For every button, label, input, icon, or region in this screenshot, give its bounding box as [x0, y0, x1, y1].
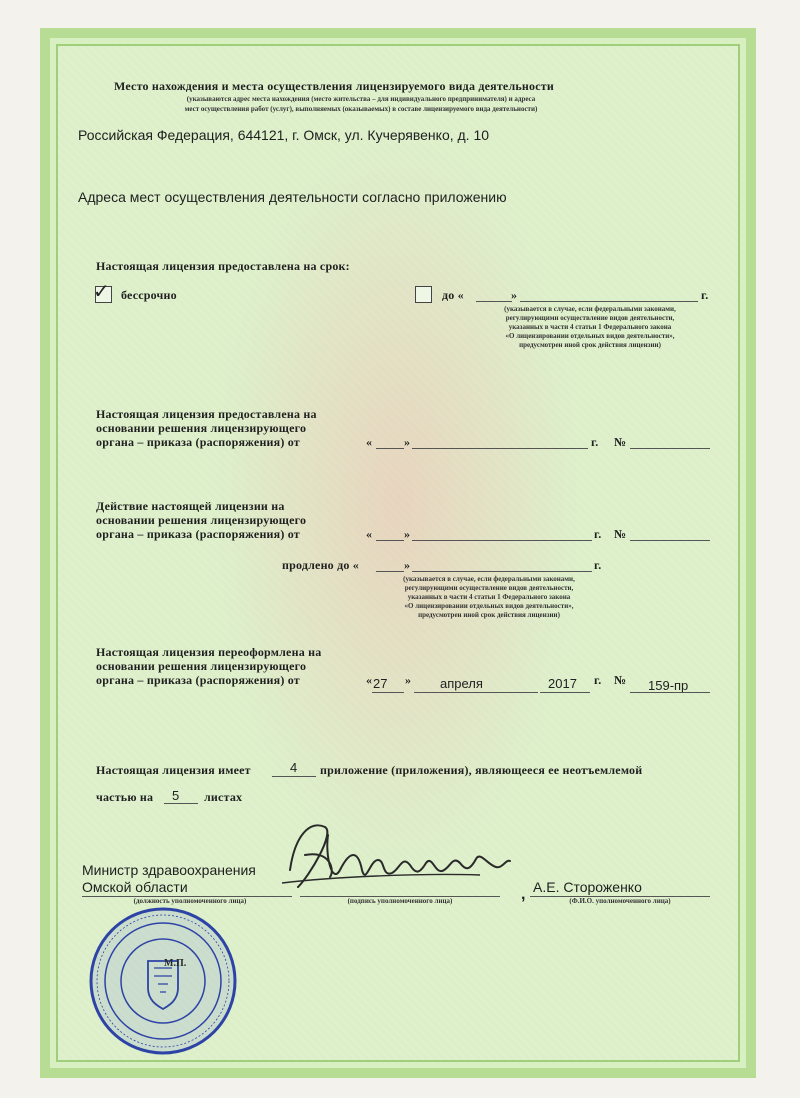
- reissued-month: апреля: [440, 676, 483, 691]
- reissued-day-line: [372, 692, 404, 693]
- until-date-line: [520, 301, 698, 302]
- location-note-1: (указываются адрес места нахождения (место жительства – для индивидуального предпринимателя) и адреса: [186, 95, 536, 103]
- appendix-count-line: [272, 776, 316, 777]
- name-caption: (Ф.И.О. уполномоченного лица): [569, 897, 671, 905]
- granted-line-2: основании решения лицензирующего: [96, 421, 307, 435]
- term-heading: Настоящая лицензия предоставлена на срок:: [96, 259, 350, 273]
- reissued-number-line: [630, 692, 710, 693]
- signature-caption: (подпись уполномоченного лица): [347, 897, 453, 905]
- reissued-month-line: [414, 692, 538, 693]
- action-line-2: основании решения лицензирующего: [96, 513, 307, 527]
- action-note-3: указанных в части 4 статьи 1 Федерального закона: [407, 593, 571, 601]
- granted-day-line: [376, 448, 404, 449]
- signature-icon: [270, 815, 520, 900]
- reissued-year-line: [540, 692, 590, 693]
- action-open-quote: «: [366, 527, 373, 541]
- appendix-text-3: частью на: [96, 790, 154, 804]
- action-line-3: органа – приказа (распоряжения) от: [96, 527, 300, 541]
- term-note-5: предусмотрен иной срок действия лицензии): [519, 341, 661, 349]
- position-line-1: Министр здравоохранения: [82, 862, 256, 878]
- until-quote: »: [511, 288, 518, 302]
- action-note-2: регулирующими осуществление видов деятельности,: [404, 584, 574, 592]
- reissued-close-quote: »: [405, 673, 412, 687]
- official-seal-icon: [88, 906, 238, 1056]
- action-note-4: «О лицензировании отдельных видов деятельности»,: [404, 602, 574, 610]
- action-date-line: [412, 540, 592, 541]
- appendix-text-4: листах: [204, 790, 243, 804]
- until-day-line: [476, 301, 512, 302]
- reissued-line-3: органа – приказа (распоряжения) от: [96, 673, 300, 687]
- action-line-1: Действие настоящей лицензии на: [96, 499, 285, 513]
- addresses-note: Адреса мест осуществления деятельности согласно приложению: [78, 189, 507, 205]
- unlimited-label: бессрочно: [121, 288, 177, 302]
- stamp-mp-label: М.П.: [164, 958, 187, 969]
- term-note-1: (указывается в случае, если федеральными законами,: [504, 305, 676, 313]
- appendix-text-2: приложение (приложения), являющееся ее неотъемлемой: [320, 763, 643, 777]
- location-heading: Место нахождения и места осуществления лицензируемого вида деятельности: [114, 79, 554, 93]
- action-number-sign: №: [614, 527, 627, 541]
- granted-year-label: г.: [591, 435, 599, 449]
- term-note-3: указанных в части 4 статьи 1 Федерального закона: [508, 323, 672, 331]
- address-value: Российская Федерация, 644121, г. Омск, ул. Кучерявенко, д. 10: [78, 127, 490, 143]
- reissued-line-1: Настоящая лицензия переоформлена на: [96, 645, 322, 659]
- extended-quote: »: [404, 558, 411, 572]
- action-number-line: [630, 540, 710, 541]
- reissued-day: 27: [373, 676, 388, 691]
- extended-day-line: [376, 571, 404, 572]
- granted-number-line: [630, 448, 710, 449]
- appendix-count: 4: [290, 760, 298, 775]
- until-prefix: до «: [442, 288, 464, 302]
- action-close-quote: »: [404, 527, 411, 541]
- check-mark-icon: ✓: [93, 279, 110, 303]
- action-day-line: [376, 540, 404, 541]
- reissued-number-sign: №: [614, 673, 627, 687]
- term-note-4: «О лицензировании отдельных видов деятельности»,: [505, 332, 675, 340]
- granted-open-quote: «: [366, 435, 373, 449]
- granted-line-1: Настоящая лицензия предоставлена на: [96, 407, 317, 421]
- granted-date-line: [412, 448, 588, 449]
- until-year-label: г.: [701, 288, 709, 302]
- comma: ,: [521, 886, 526, 903]
- reissued-line-2: основании решения лицензирующего: [96, 659, 307, 673]
- reissued-year-label: г.: [594, 673, 602, 687]
- position-caption: (должность уполномоченного лица): [133, 897, 247, 905]
- appendix-sheets-line: [164, 803, 198, 804]
- term-note-2: регулирующими осуществление видов деятельности,: [505, 314, 675, 322]
- action-year-label: г.: [594, 527, 602, 541]
- reissued-number: 159-пр: [648, 678, 689, 693]
- granted-number-sign: №: [614, 435, 627, 449]
- reissued-open-quote: «: [366, 673, 373, 687]
- authorized-name: А.Е. Стороженко: [533, 879, 642, 895]
- action-note-1: (указывается в случае, если федеральными законами,: [403, 575, 575, 583]
- extended-date-line: [412, 571, 592, 572]
- appendix-text-1: Настоящая лицензия имеет: [96, 763, 251, 777]
- appendix-sheets: 5: [172, 788, 180, 803]
- action-note-5: предусмотрен иной срок действия лицензии): [418, 611, 560, 619]
- location-note-2: мест осуществления работ (услуг), выполняемых (оказываемых) в составе лицензируемого вида деятельности): [184, 105, 538, 113]
- reissued-year-value: 2017: [548, 676, 577, 691]
- until-checkbox: [415, 286, 432, 303]
- granted-close-quote: »: [404, 435, 411, 449]
- extended-label: продлено до «: [282, 558, 359, 572]
- extended-year-label: г.: [594, 558, 602, 572]
- granted-line-3: органа – приказа (распоряжения) от: [96, 435, 300, 449]
- position-line-2: Омской области: [82, 879, 188, 895]
